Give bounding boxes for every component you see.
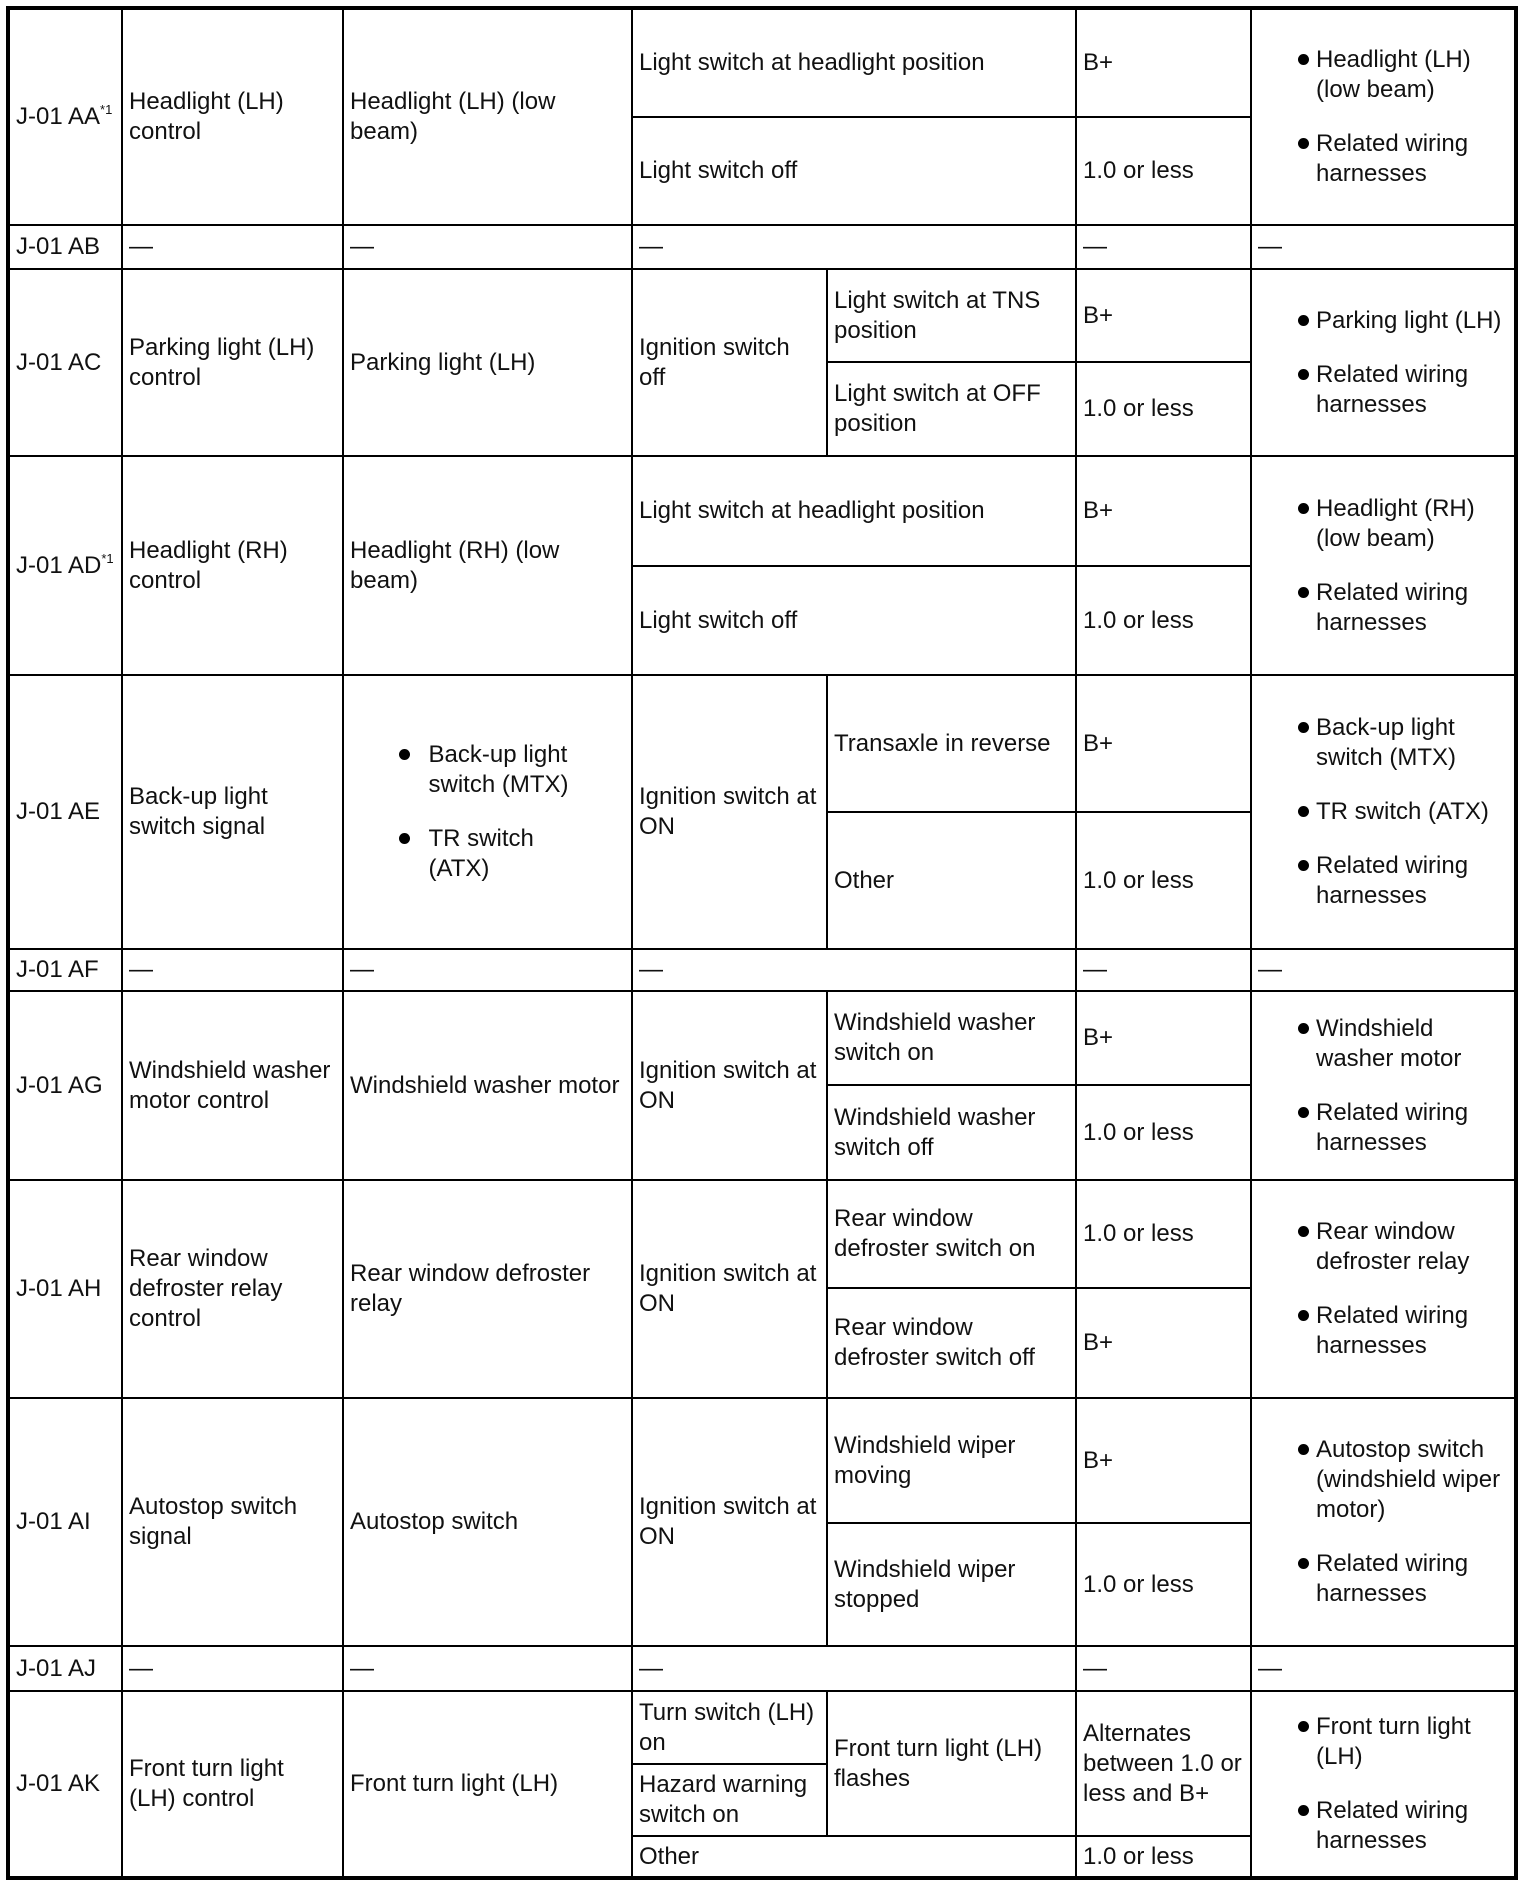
inspection-item: Related wiring harnesses xyxy=(1258,851,1508,911)
voltage-cell: — xyxy=(1076,949,1251,991)
terminal-voltage-table xyxy=(6,6,1518,1880)
inspection-item: Related wiring harnesses xyxy=(1258,1098,1508,1158)
terminal-cell: J-01 AJ xyxy=(8,1646,122,1691)
voltage-cell: Alternates between 1.0 or less and B+ xyxy=(1076,1691,1251,1836)
inspection-item: Related wiring harnesses xyxy=(1258,1796,1508,1856)
page xyxy=(6,6,1518,1880)
signal-cell: Parking light (LH) control xyxy=(122,269,343,456)
signal-cell: Back-up light switch signal xyxy=(122,675,343,949)
connected-to-cell: Parking light (LH) xyxy=(343,269,632,456)
inspection-cell xyxy=(1251,8,1516,225)
base-condition-cell: Ignition switch at ON xyxy=(632,675,827,949)
inspection-cell xyxy=(1251,991,1516,1180)
voltage-cell: B+ xyxy=(1076,8,1251,117)
inspection-item: Headlight (RH) (low beam) xyxy=(1258,494,1508,554)
voltage-cell: B+ xyxy=(1076,991,1251,1085)
base-condition-cell: Ignition switch at ON xyxy=(632,991,827,1180)
voltage-cell: 1.0 or less xyxy=(1076,1836,1251,1878)
inspection-item: Parking light (LH) xyxy=(1258,306,1508,336)
table-row xyxy=(8,675,1516,812)
signal-cell: — xyxy=(122,225,343,269)
inspection-cell: — xyxy=(1251,1646,1516,1691)
terminal-cell: J-01 AC xyxy=(8,269,122,456)
condition-cell: — xyxy=(632,225,1076,269)
signal-cell: Headlight (LH) control xyxy=(122,8,343,225)
inspection-cell xyxy=(1251,456,1516,675)
signal-cell: Front turn light (LH) control xyxy=(122,1691,343,1878)
connected-to-cell: Headlight (LH) (low beam) xyxy=(343,8,632,225)
connected-to-cell: Autostop switch xyxy=(343,1398,632,1646)
combined-condition-cell: Front turn light (LH) flashes xyxy=(827,1691,1076,1836)
voltage-cell: 1.0 or less xyxy=(1076,1180,1251,1288)
voltage-cell: — xyxy=(1076,225,1251,269)
signal-cell: Headlight (RH) control xyxy=(122,456,343,675)
table-row xyxy=(8,1180,1516,1288)
signal-cell: Autostop switch signal xyxy=(122,1398,343,1646)
connected-item: Back-up light switch (MTX) xyxy=(393,740,583,800)
inspection-item: Related wiring harnesses xyxy=(1258,1549,1508,1609)
table-row xyxy=(8,949,1516,991)
inspection-item: Back-up light switch (MTX) xyxy=(1258,713,1508,773)
base-condition-cell: Ignition switch at ON xyxy=(632,1398,827,1646)
voltage-cell: B+ xyxy=(1076,1288,1251,1398)
inspection-cell xyxy=(1251,675,1516,949)
condition-cell: Other xyxy=(632,1836,1076,1878)
voltage-cell: 1.0 or less xyxy=(1076,362,1251,456)
inspection-item: TR switch (ATX) xyxy=(1258,797,1508,827)
inspection-item: Windshield washer motor xyxy=(1258,1014,1508,1074)
condition-cell: — xyxy=(632,949,1076,991)
terminal-cell: J-01 AE xyxy=(8,675,122,949)
signal-cell: — xyxy=(122,1646,343,1691)
terminal-cell: J-01 AH xyxy=(8,1180,122,1398)
inspection-item: Headlight (LH) (low beam) xyxy=(1258,45,1508,105)
condition-cell: Turn switch (LH) on xyxy=(632,1691,827,1764)
connected-to-cell: Front turn light (LH) xyxy=(343,1691,632,1878)
inspection-item: Front turn light (LH) xyxy=(1258,1712,1508,1772)
condition-cell: Transaxle in reverse xyxy=(827,675,1076,812)
condition-cell: Rear window defroster switch off xyxy=(827,1288,1076,1398)
terminal-cell: J-01 AI xyxy=(8,1398,122,1646)
condition-cell: Rear window defroster switch on xyxy=(827,1180,1076,1288)
table-row xyxy=(8,225,1516,269)
terminal-cell: J-01 AK xyxy=(8,1691,122,1878)
voltage-cell: B+ xyxy=(1076,675,1251,812)
signal-cell: Windshield washer motor control xyxy=(122,991,343,1180)
terminal-cell: J-01 AF xyxy=(8,949,122,991)
voltage-cell: B+ xyxy=(1076,1398,1251,1523)
terminal-cell: J-01 AD$^{*1}$ xyxy=(8,456,122,675)
voltage-cell: B+ xyxy=(1076,456,1251,566)
connected-to-cell: Rear window defroster relay xyxy=(343,1180,632,1398)
voltage-cell: 1.0 or less xyxy=(1076,566,1251,675)
condition-cell: Windshield wiper moving xyxy=(827,1398,1076,1523)
inspection-item: Related wiring harnesses xyxy=(1258,129,1508,189)
voltage-cell: 1.0 or less xyxy=(1076,1523,1251,1646)
signal-cell: — xyxy=(122,949,343,991)
table-row xyxy=(8,1646,1516,1691)
inspection-cell: — xyxy=(1251,949,1516,991)
voltage-cell: 1.0 or less xyxy=(1076,1085,1251,1180)
inspection-cell xyxy=(1251,1398,1516,1646)
terminal-cell: J-01 AB xyxy=(8,225,122,269)
inspection-cell: — xyxy=(1251,225,1516,269)
base-condition-cell: Ignition switch off xyxy=(632,269,827,456)
table-row xyxy=(8,991,1516,1085)
signal-cell: Rear window defroster relay control xyxy=(122,1180,343,1398)
voltage-cell: 1.0 or less xyxy=(1076,117,1251,225)
inspection-item: Related wiring harnesses xyxy=(1258,1301,1508,1361)
table-row xyxy=(8,456,1516,566)
inspection-item: Autostop switch (windshield wiper motor) xyxy=(1258,1435,1508,1525)
inspection-item: Related wiring harnesses xyxy=(1258,360,1508,420)
connected-to-cell xyxy=(343,675,632,949)
table-row xyxy=(8,1398,1516,1523)
base-condition-cell: Ignition switch at ON xyxy=(632,1180,827,1398)
inspection-item: Rear window defroster relay xyxy=(1258,1217,1508,1277)
condition-cell: Hazard warning switch on xyxy=(632,1764,827,1836)
condition-cell: Windshield washer switch on xyxy=(827,991,1076,1085)
condition-cell: Windshield wiper stopped xyxy=(827,1523,1076,1646)
inspection-item: Related wiring harnesses xyxy=(1258,578,1508,638)
inspection-cell xyxy=(1251,269,1516,456)
terminal-cell: J-01 AG xyxy=(8,991,122,1180)
voltage-cell: — xyxy=(1076,1646,1251,1691)
connected-to-cell: — xyxy=(343,1646,632,1691)
inspection-cell xyxy=(1251,1180,1516,1398)
condition-cell: Light switch at headlight position xyxy=(632,8,1076,117)
connected-to-cell: Windshield washer motor xyxy=(343,991,632,1180)
terminal-cell: J-01 AA$^{*1}$ xyxy=(8,8,122,225)
condition-cell: Light switch at OFF position xyxy=(827,362,1076,456)
connected-to-cell: — xyxy=(343,225,632,269)
condition-cell: Windshield washer switch off xyxy=(827,1085,1076,1180)
condition-cell: Other xyxy=(827,812,1076,949)
condition-cell: Light switch at headlight position xyxy=(632,456,1076,566)
voltage-cell: B+ xyxy=(1076,269,1251,362)
table-row xyxy=(8,1691,1516,1764)
connected-to-cell: Headlight (RH) (low beam) xyxy=(343,456,632,675)
condition-cell: Light switch off xyxy=(632,566,1076,675)
connected-item: TR switch (ATX) xyxy=(393,824,583,884)
condition-cell: Light switch at TNS position xyxy=(827,269,1076,362)
condition-cell: — xyxy=(632,1646,1076,1691)
inspection-cell xyxy=(1251,1691,1516,1878)
voltage-cell: 1.0 or less xyxy=(1076,812,1251,949)
condition-cell: Light switch off xyxy=(632,117,1076,225)
table-row xyxy=(8,8,1516,117)
connected-to-cell: — xyxy=(343,949,632,991)
table-row xyxy=(8,269,1516,362)
